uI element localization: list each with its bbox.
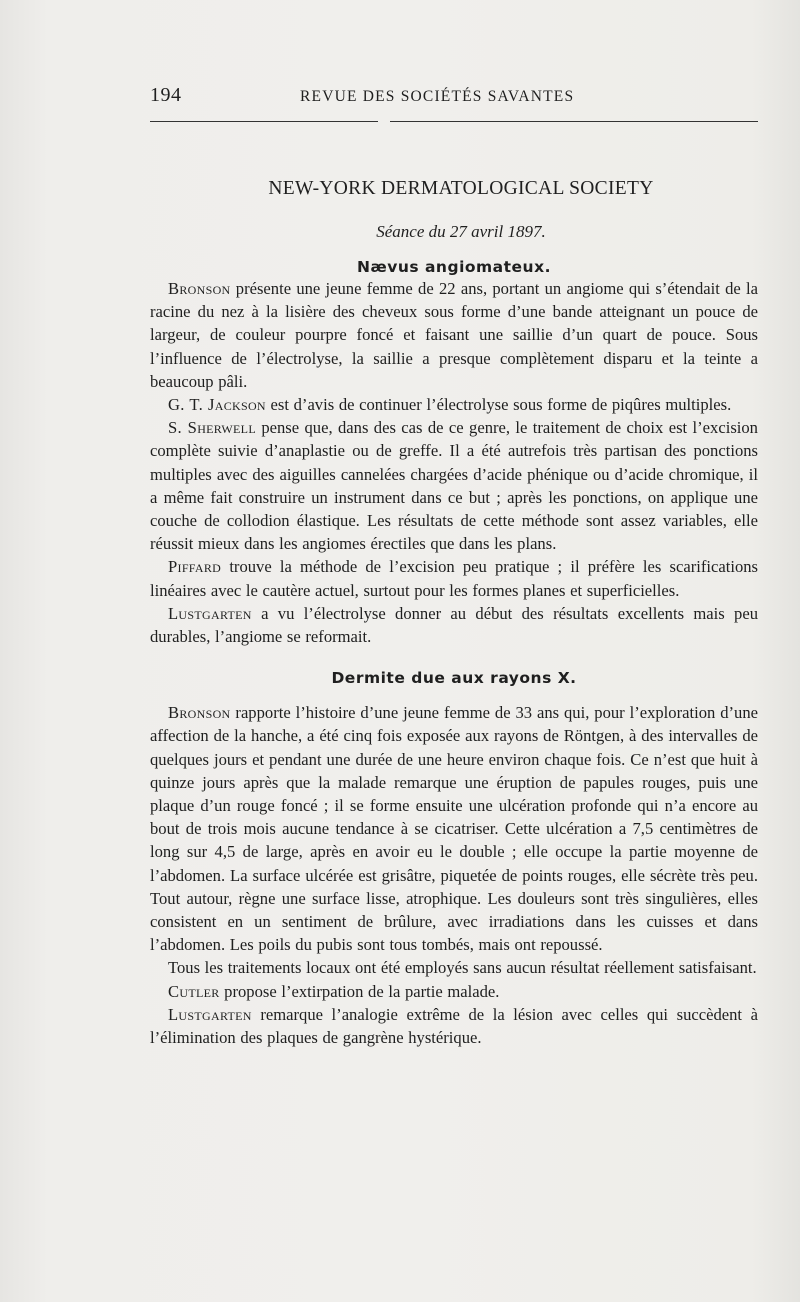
paragraph [150,1003,758,1049]
paragraph [150,555,758,601]
paragraph-text: a vu l’électrolyse donner au début des résultats excellents mais peu durables, l’angiome se reformait. [150,603,758,647]
header-rule-left [150,121,378,122]
header-rule-right [390,121,758,122]
paragraph [150,701,758,956]
running-header [150,84,758,114]
paragraph-text: Tous les traitements locaux ont été employés sans aucun résultat réellement satisfaisant. [168,958,757,978]
section-heading-dermite: Dermite due aux rayons X. [331,669,577,688]
paragraph-text: propose l’extirpation de la partie malade. [219,981,500,1001]
paragraph [150,393,758,416]
page-number: 194 [150,84,182,106]
paragraph-text: est d’avis de continuer l’électrolyse sous forme de piqûres multiples. [265,395,732,415]
paragraph [150,602,758,648]
author-name: Bronson [168,279,231,298]
author-name: Cutler [168,981,220,1001]
author-name: Bronson [168,703,231,723]
author-name: G. T. Jackson [168,395,266,415]
paragraph [150,980,758,1003]
author-name: Lustgarten [168,1004,252,1024]
author-name: S. Sherwell [168,418,256,438]
paragraph [150,416,758,555]
article-body [150,178,758,1049]
paragraph-text: remarque l’analogie extrême de la lésion avec celles qui succèdent à l’élimination des plaques de gangrène hystérique. [150,1004,758,1048]
paragraph [150,277,758,393]
author-name: Lustgarten [168,603,252,623]
section-heading-naevus: Nævus angiomateux. [357,258,551,276]
society-title: NEW-YORK DERMATOLOGICAL SOCIETY [268,178,654,199]
author-name: Piffard [168,557,222,577]
paragraph-text: pense que, dans des cas de ce genre, le traitement de choix est l’excision complète suivie d’anaplastie ou de greffe. Il a été autrefois très partisan des ponctions multiples avec des aiguilles cannelées chargées d’acide phénique ou d’acide chromique, il a même fait construire un instrument dans ce but ; après les ponctions, on applique une couche de collodion élastique. Les résultats de cette méthode sont assez variables, elle réussit mieux dans les angiomes érectiles que dans les plans. [150,418,758,554]
paragraph [150,956,758,979]
paragraph-text: rapporte l’histoire d’une jeune femme de 33 ans qui, pour l’exploration d’une affection de la hanche, a été cinq fois exposée aux rayons de Röntgen, à des intervalles de quelques jours et pendant une durée de une heure environ chaque fois. Ce n’est que huit à quinze jours après que la malade remarque une éruption de papules rouges, puis une plaque d’un rouge foncé ; il se forme ensuite une ulcération profonde qui n’a encore au bout de trois mois aucune tendance à se cicatriser. Cette ulcération a 7,5 centimètres de long sur 4,5 de large, après en avoir eu le double ; elle occupe la partie moyenne de l’abdomen. La surface ulcérée est grisâtre, piquetée de points rouges, elle sécrète très peu. Tout autour, règne une surface lisse, atrophique. Les douleurs sont très singulières, elles consistent en un sentiment de brûlure, avec irradiations dans les cuisses et dans l’abdomen. Les poils du pubis sont tous tombés, mais ont repoussé. [150,703,758,955]
paragraph-text: trouve la méthode de l’excision peu pratique ; il préfère les scarifications linéaires avec le cautère actuel, surtout pour les formes planes et superficielles. [150,557,758,600]
session-date: Séance du 27 avril 1897. [376,222,546,241]
journal-title: REVUE DES SOCIÉTÉS SAVANTES [300,88,575,105]
paragraph-text: présente une jeune femme de 22 ans, portant un angiome qui s’étendait de la racine du nez à la lisière des cheveux sous forme d’une bande atteignant un pouce de largeur, de couleur pourpre foncé et faisant une saillie d’un quart de pouce. Sous l’influence de l’électrolyse, la saillie a presque complètement disparu et la teinte a beaucoup pâli. [150,279,758,391]
